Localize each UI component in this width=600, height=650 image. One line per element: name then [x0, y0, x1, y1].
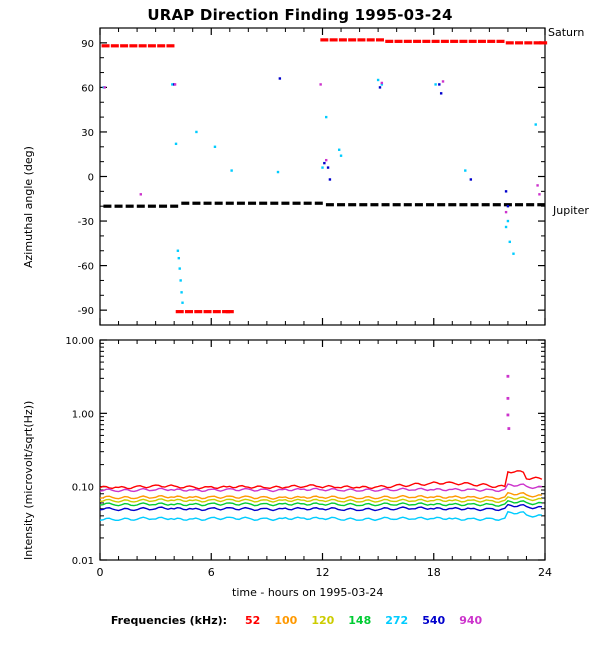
data-point — [376, 38, 384, 41]
tick-label: 24 — [538, 566, 552, 579]
data-point — [537, 203, 545, 206]
data-point — [330, 38, 338, 41]
legend-entry-940: 940 — [459, 614, 483, 627]
legend-entry-540: 540 — [422, 614, 446, 627]
series-540 — [100, 505, 542, 511]
tick-label: -90 — [77, 306, 94, 318]
data-point — [413, 40, 421, 43]
bottom-chart-xlabel: time - hours on 1995-03-24 — [232, 586, 384, 599]
data-point — [536, 184, 538, 186]
data-point — [404, 40, 412, 43]
data-point — [426, 203, 434, 206]
data-point — [505, 226, 507, 228]
data-point — [441, 40, 449, 43]
data-point — [102, 44, 110, 47]
data-point — [195, 131, 197, 133]
data-point — [181, 202, 189, 205]
data-point — [327, 166, 329, 168]
data-point — [379, 86, 381, 88]
data-point — [140, 193, 142, 195]
data-point — [319, 83, 321, 85]
data-point — [194, 310, 202, 313]
data-point — [507, 375, 510, 378]
tick-label: 30 — [81, 127, 94, 139]
data-point — [326, 203, 334, 206]
data-point — [539, 41, 547, 44]
data-point — [506, 41, 514, 44]
data-point — [459, 203, 467, 206]
tick-label: -30 — [77, 217, 94, 229]
data-point — [505, 211, 507, 213]
top-plot — [78, 28, 547, 325]
data-point — [524, 41, 532, 44]
data-point — [339, 38, 347, 41]
data-point — [159, 205, 167, 208]
tick-label: 10.00 — [65, 336, 94, 347]
data-point — [139, 44, 147, 47]
data-point — [385, 40, 393, 43]
data-point — [175, 143, 177, 145]
page-title: URAP Direction Finding 1995-03-24 — [147, 6, 453, 24]
tick-label: 0 — [96, 566, 104, 579]
tick-label: 6 — [207, 566, 215, 579]
data-point — [482, 203, 490, 206]
data-point — [509, 241, 511, 243]
data-point — [515, 203, 523, 206]
data-point — [126, 205, 134, 208]
data-point — [357, 38, 365, 41]
data-point — [120, 44, 128, 47]
legend-title: Frequencies (kHz): — [110, 614, 228, 627]
tick-label: 12 — [315, 566, 330, 579]
data-point — [337, 203, 345, 206]
data-point — [442, 80, 444, 82]
tick-label: 0.01 — [71, 556, 94, 567]
data-point — [325, 116, 327, 118]
data-point — [348, 38, 356, 41]
data-point — [129, 44, 137, 47]
data-point — [180, 291, 182, 293]
data-point — [293, 202, 301, 205]
data-point — [404, 203, 412, 206]
legend-entry-52: 52 — [245, 614, 261, 627]
data-point — [478, 40, 486, 43]
data-point — [370, 203, 378, 206]
data-point — [471, 203, 479, 206]
tick-label: 0.10 — [71, 482, 94, 494]
jupiter-annotation: Jupiter — [553, 204, 589, 217]
data-point — [393, 203, 401, 206]
data-point — [185, 310, 193, 313]
data-point — [192, 202, 200, 205]
data-point — [270, 202, 278, 205]
data-point — [438, 83, 440, 85]
series-100 — [100, 493, 542, 499]
data-point — [215, 202, 223, 205]
data-point — [111, 44, 119, 47]
data-point — [535, 123, 537, 125]
data-point — [230, 169, 232, 171]
data-point — [137, 205, 145, 208]
data-point — [174, 83, 176, 85]
series-52 — [100, 471, 542, 489]
data-point — [367, 38, 375, 41]
data-point — [415, 203, 423, 206]
saturn-annotation: Saturn — [548, 26, 585, 39]
data-point — [315, 202, 323, 205]
tick-label: -60 — [77, 261, 94, 273]
data-point — [507, 220, 509, 222]
data-point — [178, 257, 180, 259]
data-point — [103, 86, 105, 88]
data-point — [321, 166, 323, 168]
data-point — [395, 40, 403, 43]
data-point — [338, 149, 340, 151]
data-point — [179, 267, 181, 269]
data-point — [214, 146, 216, 148]
data-point — [226, 310, 234, 313]
data-point — [526, 203, 534, 206]
data-point — [259, 202, 267, 205]
legend — [0, 614, 600, 627]
tick-label: 90 — [81, 38, 94, 50]
data-point — [448, 203, 456, 206]
data-point — [515, 41, 523, 44]
data-point — [487, 40, 495, 43]
data-point — [505, 190, 507, 192]
data-point — [469, 40, 477, 43]
data-point — [277, 171, 279, 173]
data-point — [281, 202, 289, 205]
data-point — [226, 202, 234, 205]
bottom-plot — [65, 336, 552, 579]
data-point — [470, 178, 472, 180]
data-point — [497, 40, 505, 43]
legend-entry-148: 148 — [348, 614, 372, 627]
data-point — [304, 202, 312, 205]
data-point — [450, 40, 458, 43]
data-point — [103, 205, 111, 208]
data-point — [507, 397, 510, 400]
legend-entry-100: 100 — [274, 614, 298, 627]
bottom-chart-ylabel: Intensity (microvolt/sqrt(Hz)) — [22, 400, 35, 560]
data-point — [213, 310, 221, 313]
series-272 — [100, 512, 542, 521]
data-point — [507, 414, 510, 417]
data-point — [181, 302, 183, 304]
data-point — [115, 205, 123, 208]
tick-label: 1.00 — [71, 409, 94, 421]
top-chart-ylabel: Azimuthal angle (deg) — [22, 146, 35, 268]
data-point — [359, 203, 367, 206]
tick-label: 60 — [81, 83, 94, 95]
tick-label: 18 — [426, 566, 441, 579]
data-point — [176, 310, 184, 313]
data-point — [148, 44, 156, 47]
data-point — [166, 44, 174, 47]
data-point — [279, 77, 281, 79]
data-point — [437, 203, 445, 206]
data-point — [323, 162, 325, 164]
data-point — [237, 202, 245, 205]
series-148 — [100, 501, 542, 506]
data-point — [538, 193, 540, 195]
data-point — [340, 155, 342, 157]
data-point — [512, 253, 514, 255]
data-point — [204, 202, 212, 205]
data-point — [204, 310, 212, 313]
legend-entry-120: 120 — [311, 614, 335, 627]
data-point — [507, 427, 510, 430]
data-point — [432, 40, 440, 43]
data-point — [464, 169, 466, 171]
data-point — [434, 83, 436, 85]
data-point — [325, 159, 327, 161]
data-point — [507, 205, 509, 207]
data-point — [459, 40, 467, 43]
data-point — [177, 250, 179, 252]
data-point — [440, 92, 442, 94]
data-point — [148, 205, 156, 208]
data-point — [377, 79, 379, 81]
data-point — [248, 202, 256, 205]
data-point — [329, 178, 331, 180]
data-point — [381, 82, 383, 84]
data-point — [170, 205, 178, 208]
data-point — [348, 203, 356, 206]
data-point — [320, 38, 328, 41]
tick-label: 0 — [87, 172, 94, 184]
legend-entry-272: 272 — [385, 614, 409, 627]
data-point — [157, 44, 165, 47]
data-point — [493, 203, 501, 206]
data-point — [179, 279, 181, 281]
data-point — [422, 40, 430, 43]
data-point — [382, 203, 390, 206]
